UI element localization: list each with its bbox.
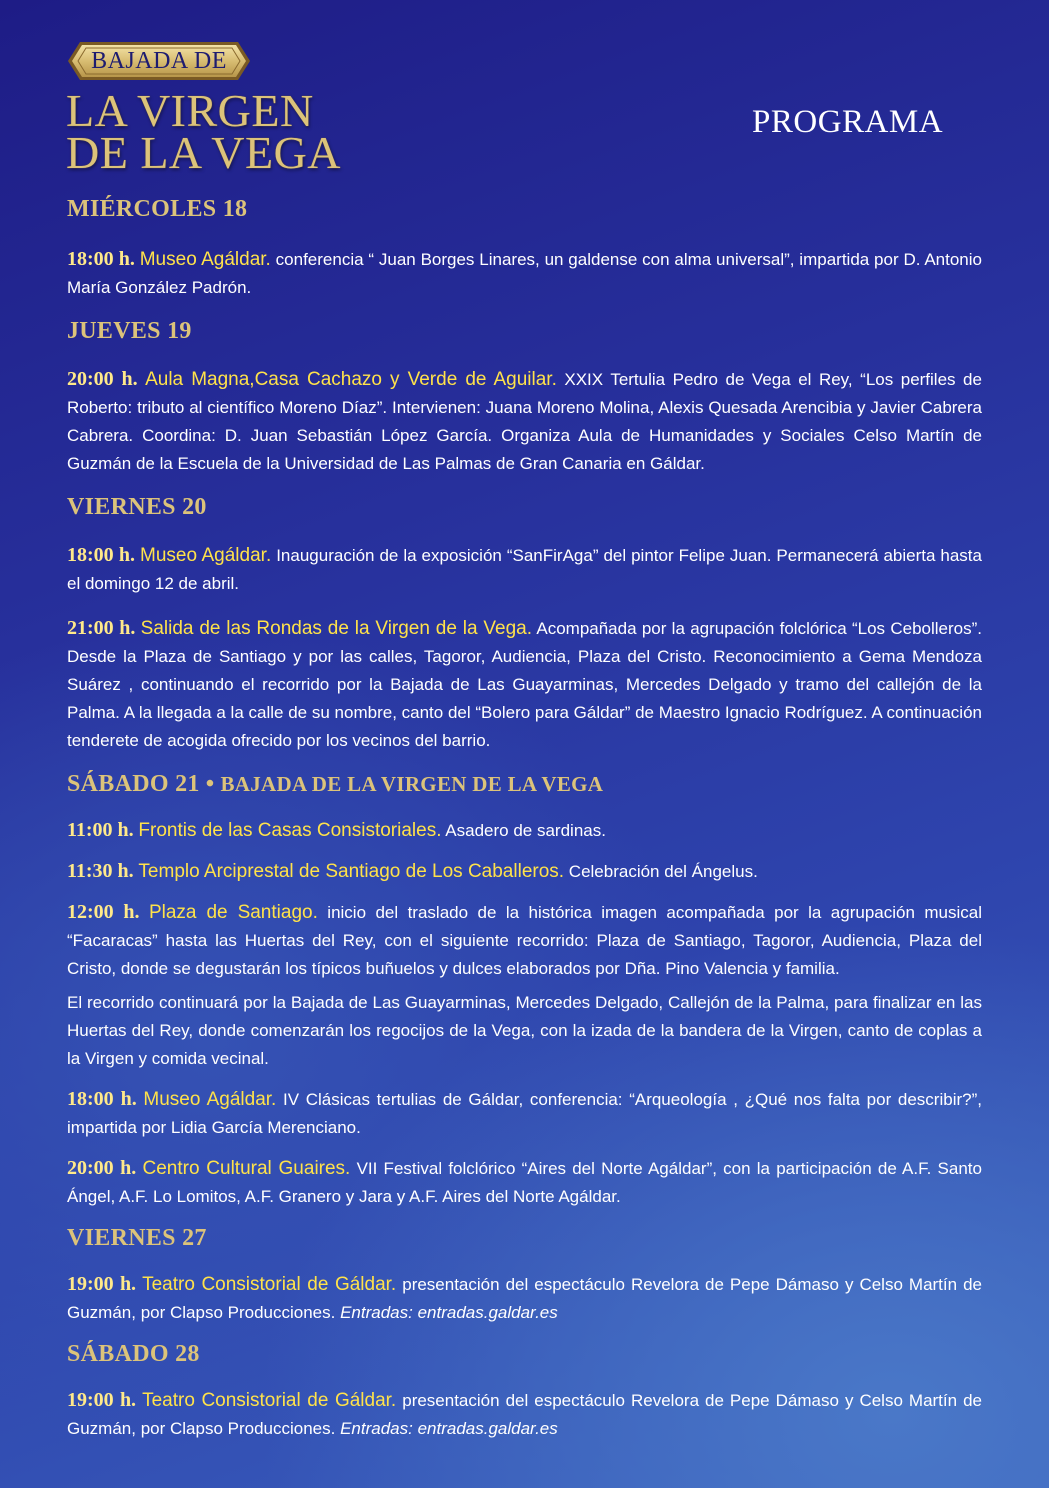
event-place: Templo Arciprestal de Santiago de Los Caballeros. <box>138 861 565 882</box>
event-item <box>67 1270 982 1327</box>
event-description: presentación del espectáculo Revelora de Pepe Dámaso y Celso Martín de Guzmán, por Clapso Producciones. <box>67 1275 982 1322</box>
program-content <box>67 196 982 1443</box>
event-description: XXIX Tertulia Pedro de Vega el Rey, “Los perfiles de Roberto: tributo al científico Moreno Díaz”. Intervienen: Juana Moreno Molina, Alexis Quesada Arencibia y Javier Cabrera Cabrera. Coordina: D. Juan Sebastián López García. Organiza Aula de Humanidades y Sociales Celso Martín de Guzmán de la Escuela de la Universidad de Las Palmas de Gran Canaria en Gáldar. <box>67 370 982 473</box>
day-heading-subtitle: BAJADA DE LA VIRGEN DE LA VEGA <box>220 772 604 796</box>
event-item <box>67 614 982 755</box>
header <box>0 0 1049 200</box>
event-place: Aula Magna,Casa Cachazo y Verde de Aguilar. <box>145 369 557 390</box>
event-item <box>67 857 982 886</box>
day-heading-separator: • <box>205 771 215 797</box>
day-heading <box>67 771 982 798</box>
programa-heading: PROGRAMA <box>752 104 944 140</box>
tickets-info: Entradas: entradas.galdar.es <box>340 1303 558 1322</box>
event-place: Teatro Consistorial de Gáldar. <box>142 1274 397 1295</box>
event-place: Centro Cultural Guaires. <box>142 1158 351 1179</box>
event-description: Asadero de sardinas. <box>445 821 606 840</box>
event-time: 19:00 h. <box>67 1389 137 1411</box>
event-description: conferencia “ Juan Borges Linares, un galdense con alma universal”, impartida por D. Antonio María González Padrón. <box>67 250 982 297</box>
event-description: IV Clásicas tertulias de Gáldar, conferencia: “Arqueología , ¿Qué nos falta por describir?”, impartida por Lidia García Merenciano. <box>67 1090 982 1137</box>
title-line-2: DE LA VEGA <box>66 127 342 178</box>
event-description: Inauguración de la exposición “SanFirAga” del pintor Felipe Juan. Permanecerá abierta hasta el domingo 12 de abril. <box>67 546 982 593</box>
event-time: 18:00 h. <box>67 544 136 566</box>
event-description: VII Festival folclórico “Aires del Norte Agáldar”, con la participación de A.F. Santo Ángel, A.F. Lo Lomitos, A.F. Granero y Jara y A.F. Aires del Norte Agáldar. <box>67 1159 982 1206</box>
event-place: Museo Agáldar. <box>140 545 272 566</box>
event-time: 19:00 h. <box>67 1273 137 1295</box>
title-line-1: LA VIRGEN <box>66 85 314 136</box>
event-place: Museo Agáldar. <box>143 1089 277 1110</box>
tickets-info: Entradas: entradas.galdar.es <box>340 1419 558 1438</box>
event-item <box>67 989 982 1073</box>
event-place: Frontis de las Casas Consistoriales. <box>138 820 442 841</box>
event-place: Plaza de Santiago. <box>148 902 318 923</box>
event-item <box>67 1085 982 1142</box>
event-time: 20:00 h. <box>67 1157 137 1179</box>
day-heading: MIÉRCOLES 18 <box>67 196 248 222</box>
event-time: 21:00 h. <box>67 617 136 639</box>
banner-plaque <box>66 40 252 82</box>
event-time: 18:00 h. <box>67 248 135 270</box>
event-item <box>67 541 982 598</box>
event-place: Teatro Consistorial de Gáldar. <box>142 1390 397 1411</box>
day-heading: SÁBADO 28 <box>67 1341 200 1367</box>
event-item <box>67 245 982 302</box>
banner-text: BAJADA DE <box>91 48 227 74</box>
event-item <box>67 898 982 983</box>
event-time: 20:00 h. <box>67 368 138 390</box>
day-heading: JUEVES 19 <box>67 318 192 344</box>
event-time: 11:00 h. <box>67 819 134 841</box>
event-description: Celebración del Ángelus. <box>568 862 758 881</box>
event-place: Salida de las Rondas de la Virgen de la Vega. <box>140 618 532 639</box>
event-description: El recorrido continuará por la Bajada de Las Guayarminas, Mercedes Delgado, Callejón de la Palma, para finalizar en las Huertas del Rey, donde comenzarán los regocijos de la Vega, con la izada de la bandera de la Virgen, canto de coplas a la Virgen y comida vecinal. <box>67 993 982 1068</box>
event-description: presentación del espectáculo Revelora de Pepe Dámaso y Celso Martín de Guzmán, por Clapso Producciones. <box>67 1391 982 1438</box>
day-heading: VIERNES 27 <box>67 1225 207 1251</box>
event-description: inicio del traslado de la histórica imagen acompañada por la agrupación musical “Facaracas” hasta las Huertas del Rey, con el siguiente recorrido: Plaza de Santiago, Tagoror, Audiencia, Plaza del Cristo, donde se degustarán los típicos buñuelos y dulces elaborados por Dña. Pino Valencia y familia. <box>67 903 982 978</box>
event-description: Acompañada por la agrupación folclórica “Los Cebolleros”. Desde la Plaza de Santiago y por las calles, Tagoror, Audiencia, Plaza del Cristo. Reconocimiento a Gema Mendoza Suárez , continuando el recorrido por la Bajada de Las Guayarminas, Mercedes Delgado y tramo del callejón de la Palma. A la llegada a la calle de su nombre, canto del “Bolero para Gáldar” de Maestro Ignacio Rodríguez. A continuación tenderete de acogida ofrecido por los vecinos del barrio. <box>67 619 982 750</box>
event-item <box>67 365 982 478</box>
event-item <box>67 816 982 845</box>
day-heading: VIERNES 20 <box>67 494 207 520</box>
event-time: 18:00 h. <box>67 1088 137 1110</box>
event-item <box>67 1386 982 1443</box>
page-title <box>66 85 342 178</box>
event-time: 12:00 h. <box>67 901 140 923</box>
event-time: 11:30 h. <box>67 860 134 882</box>
day-heading-label: SÁBADO 21 <box>67 771 200 797</box>
event-item <box>67 1154 982 1211</box>
event-place: Museo Agáldar. <box>139 249 271 270</box>
